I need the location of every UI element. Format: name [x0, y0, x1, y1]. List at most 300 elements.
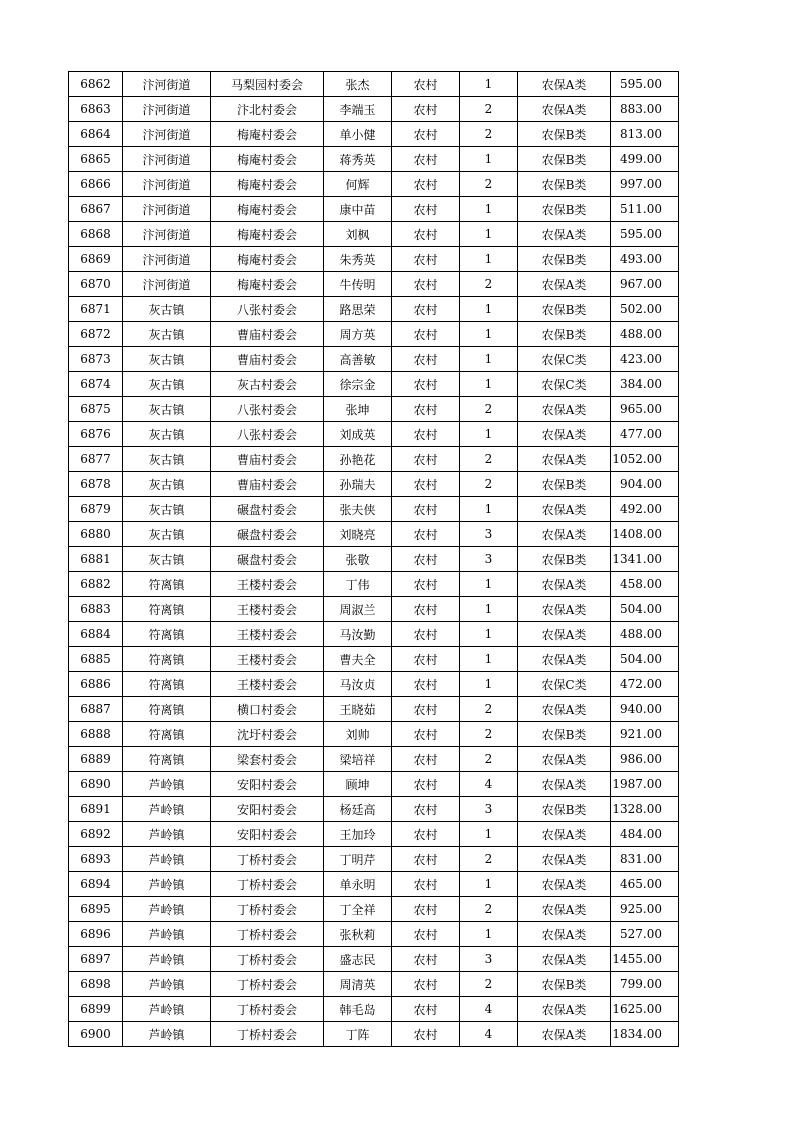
village-cell: 安阳村委会: [211, 822, 324, 847]
category-cell: 农保B类: [518, 172, 611, 197]
category-cell: 农保B类: [518, 972, 611, 997]
category-cell: 农保A类: [518, 897, 611, 922]
serial-cell: 6898: [69, 972, 123, 997]
type-cell: 农村: [392, 297, 460, 322]
town-cell: 灰古镇: [123, 472, 211, 497]
amount-cell: 925.00: [611, 897, 679, 922]
town-cell: 汴河街道: [123, 247, 211, 272]
name-cell: 何辉: [324, 172, 392, 197]
table-row: [69, 947, 679, 972]
town-cell: 符离镇: [123, 647, 211, 672]
count-cell: 1: [460, 647, 518, 672]
name-cell: 王晓茹: [324, 697, 392, 722]
type-cell: 农村: [392, 847, 460, 872]
town-cell: 符离镇: [123, 747, 211, 772]
count-cell: 1: [460, 222, 518, 247]
table-row: [69, 822, 679, 847]
amount-cell: 477.00: [611, 422, 679, 447]
name-cell: 张秋莉: [324, 922, 392, 947]
count-cell: 2: [460, 447, 518, 472]
count-cell: 4: [460, 1022, 518, 1047]
count-cell: 3: [460, 947, 518, 972]
serial-cell: 6876: [69, 422, 123, 447]
table-row: [69, 472, 679, 497]
serial-cell: 6888: [69, 722, 123, 747]
category-cell: 农保A类: [518, 1022, 611, 1047]
data-sheet: [68, 71, 678, 1047]
village-cell: 梁套村委会: [211, 747, 324, 772]
amount-cell: 595.00: [611, 222, 679, 247]
name-cell: 丁阵: [324, 1022, 392, 1047]
count-cell: 1: [460, 672, 518, 697]
name-cell: 刘帅: [324, 722, 392, 747]
name-cell: 孙瑞夫: [324, 472, 392, 497]
type-cell: 农村: [392, 872, 460, 897]
category-cell: 农保A类: [518, 597, 611, 622]
type-cell: 农村: [392, 622, 460, 647]
name-cell: 张敬: [324, 547, 392, 572]
amount-cell: 1328.00: [611, 797, 679, 822]
category-cell: 农保B类: [518, 297, 611, 322]
table-row: [69, 647, 679, 672]
table-row: [69, 547, 679, 572]
name-cell: 丁伟: [324, 572, 392, 597]
count-cell: 3: [460, 547, 518, 572]
amount-cell: 472.00: [611, 672, 679, 697]
village-cell: 汴北村委会: [211, 97, 324, 122]
type-cell: 农村: [392, 322, 460, 347]
type-cell: 农村: [392, 72, 460, 97]
town-cell: 汴河街道: [123, 197, 211, 222]
village-cell: 碾盘村委会: [211, 547, 324, 572]
serial-cell: 6871: [69, 297, 123, 322]
table-row: [69, 722, 679, 747]
amount-cell: 493.00: [611, 247, 679, 272]
category-cell: 农保A类: [518, 747, 611, 772]
town-cell: 芦岭镇: [123, 897, 211, 922]
village-cell: 八张村委会: [211, 297, 324, 322]
table-row: [69, 272, 679, 297]
type-cell: 农村: [392, 797, 460, 822]
type-cell: 农村: [392, 397, 460, 422]
amount-cell: 511.00: [611, 197, 679, 222]
count-cell: 1: [460, 497, 518, 522]
town-cell: 汴河街道: [123, 147, 211, 172]
village-cell: 沈圩村委会: [211, 722, 324, 747]
name-cell: 高善敏: [324, 347, 392, 372]
category-cell: 农保B类: [518, 322, 611, 347]
amount-cell: 502.00: [611, 297, 679, 322]
count-cell: 1: [460, 197, 518, 222]
town-cell: 芦岭镇: [123, 947, 211, 972]
town-cell: 芦岭镇: [123, 972, 211, 997]
category-cell: 农保A类: [518, 847, 611, 872]
category-cell: 农保B类: [518, 197, 611, 222]
count-cell: 2: [460, 272, 518, 297]
count-cell: 1: [460, 372, 518, 397]
serial-cell: 6868: [69, 222, 123, 247]
table-row: [69, 347, 679, 372]
type-cell: 农村: [392, 172, 460, 197]
count-cell: 2: [460, 97, 518, 122]
type-cell: 农村: [392, 272, 460, 297]
serial-cell: 6864: [69, 122, 123, 147]
name-cell: 周清英: [324, 972, 392, 997]
name-cell: 路思荣: [324, 297, 392, 322]
type-cell: 农村: [392, 97, 460, 122]
village-cell: 梅庵村委会: [211, 197, 324, 222]
category-cell: 农保B类: [518, 797, 611, 822]
name-cell: 盛志民: [324, 947, 392, 972]
town-cell: 灰古镇: [123, 547, 211, 572]
village-cell: 梅庵村委会: [211, 222, 324, 247]
village-cell: 曹庙村委会: [211, 447, 324, 472]
serial-cell: 6870: [69, 272, 123, 297]
serial-cell: 6881: [69, 547, 123, 572]
amount-cell: 965.00: [611, 397, 679, 422]
serial-cell: 6877: [69, 447, 123, 472]
type-cell: 农村: [392, 472, 460, 497]
amount-cell: 1834.00: [611, 1022, 679, 1047]
category-cell: 农保A类: [518, 697, 611, 722]
name-cell: 顾坤: [324, 772, 392, 797]
type-cell: 农村: [392, 222, 460, 247]
village-cell: 梅庵村委会: [211, 172, 324, 197]
serial-cell: 6884: [69, 622, 123, 647]
table-row: [69, 572, 679, 597]
name-cell: 周淑兰: [324, 597, 392, 622]
town-cell: 芦岭镇: [123, 997, 211, 1022]
village-cell: 丁桥村委会: [211, 947, 324, 972]
table-row: [69, 597, 679, 622]
count-cell: 2: [460, 722, 518, 747]
type-cell: 农村: [392, 972, 460, 997]
table-row: [69, 222, 679, 247]
town-cell: 灰古镇: [123, 522, 211, 547]
table-row: [69, 322, 679, 347]
type-cell: 农村: [392, 122, 460, 147]
serial-cell: 6891: [69, 797, 123, 822]
town-cell: 芦岭镇: [123, 872, 211, 897]
village-cell: 碾盘村委会: [211, 522, 324, 547]
serial-cell: 6889: [69, 747, 123, 772]
name-cell: 张杰: [324, 72, 392, 97]
category-cell: 农保B类: [518, 122, 611, 147]
type-cell: 农村: [392, 722, 460, 747]
count-cell: 1: [460, 572, 518, 597]
amount-cell: 595.00: [611, 72, 679, 97]
name-cell: 朱秀英: [324, 247, 392, 272]
type-cell: 农村: [392, 772, 460, 797]
town-cell: 符离镇: [123, 722, 211, 747]
name-cell: 蒋秀英: [324, 147, 392, 172]
type-cell: 农村: [392, 197, 460, 222]
table-row: [69, 147, 679, 172]
table-row: [69, 622, 679, 647]
serial-cell: 6892: [69, 822, 123, 847]
village-cell: 丁桥村委会: [211, 897, 324, 922]
serial-cell: 6866: [69, 172, 123, 197]
amount-cell: 813.00: [611, 122, 679, 147]
table-row: [69, 672, 679, 697]
name-cell: 牛传明: [324, 272, 392, 297]
village-cell: 梅庵村委会: [211, 122, 324, 147]
name-cell: 马汝贞: [324, 672, 392, 697]
amount-cell: 492.00: [611, 497, 679, 522]
serial-cell: 6885: [69, 647, 123, 672]
category-cell: 农保B类: [518, 722, 611, 747]
table-body: [69, 72, 679, 1047]
amount-cell: 458.00: [611, 572, 679, 597]
category-cell: 农保C类: [518, 672, 611, 697]
town-cell: 芦岭镇: [123, 1022, 211, 1047]
table-row: [69, 922, 679, 947]
count-cell: 1: [460, 597, 518, 622]
count-cell: 2: [460, 397, 518, 422]
category-cell: 农保B类: [518, 547, 611, 572]
name-cell: 韩毛岛: [324, 997, 392, 1022]
type-cell: 农村: [392, 247, 460, 272]
count-cell: 2: [460, 172, 518, 197]
town-cell: 芦岭镇: [123, 822, 211, 847]
village-cell: 王楼村委会: [211, 622, 324, 647]
count-cell: 2: [460, 122, 518, 147]
table-row: [69, 872, 679, 897]
count-cell: 2: [460, 747, 518, 772]
category-cell: 农保A类: [518, 947, 611, 972]
amount-cell: 488.00: [611, 622, 679, 647]
amount-cell: 831.00: [611, 847, 679, 872]
count-cell: 1: [460, 872, 518, 897]
serial-cell: 6890: [69, 772, 123, 797]
table-row: [69, 497, 679, 522]
village-cell: 王楼村委会: [211, 572, 324, 597]
amount-cell: 484.00: [611, 822, 679, 847]
village-cell: 曹庙村委会: [211, 322, 324, 347]
type-cell: 农村: [392, 947, 460, 972]
count-cell: 1: [460, 922, 518, 947]
name-cell: 张坤: [324, 397, 392, 422]
table-row: [69, 447, 679, 472]
village-cell: 安阳村委会: [211, 772, 324, 797]
amount-cell: 384.00: [611, 372, 679, 397]
name-cell: 单小健: [324, 122, 392, 147]
town-cell: 汴河街道: [123, 97, 211, 122]
category-cell: 农保A类: [518, 522, 611, 547]
town-cell: 灰古镇: [123, 322, 211, 347]
category-cell: 农保A类: [518, 422, 611, 447]
category-cell: 农保A类: [518, 222, 611, 247]
name-cell: 刘晓亮: [324, 522, 392, 547]
category-cell: 农保A类: [518, 572, 611, 597]
type-cell: 农村: [392, 147, 460, 172]
serial-cell: 6894: [69, 872, 123, 897]
category-cell: 农保A类: [518, 272, 611, 297]
category-cell: 农保C类: [518, 347, 611, 372]
count-cell: 1: [460, 622, 518, 647]
type-cell: 农村: [392, 922, 460, 947]
village-cell: 曹庙村委会: [211, 472, 324, 497]
name-cell: 曹夫全: [324, 647, 392, 672]
town-cell: 芦岭镇: [123, 922, 211, 947]
count-cell: 3: [460, 522, 518, 547]
serial-cell: 6897: [69, 947, 123, 972]
category-cell: 农保A类: [518, 622, 611, 647]
town-cell: 灰古镇: [123, 447, 211, 472]
count-cell: 2: [460, 972, 518, 997]
table-row: [69, 422, 679, 447]
village-cell: 碾盘村委会: [211, 497, 324, 522]
village-cell: 梅庵村委会: [211, 247, 324, 272]
table-row: [69, 997, 679, 1022]
town-cell: 芦岭镇: [123, 797, 211, 822]
village-cell: 丁桥村委会: [211, 1022, 324, 1047]
village-cell: 丁桥村委会: [211, 872, 324, 897]
amount-cell: 423.00: [611, 347, 679, 372]
town-cell: 符离镇: [123, 597, 211, 622]
village-cell: 安阳村委会: [211, 797, 324, 822]
count-cell: 1: [460, 822, 518, 847]
type-cell: 农村: [392, 997, 460, 1022]
serial-cell: 6862: [69, 72, 123, 97]
table-row: [69, 97, 679, 122]
table-row: [69, 522, 679, 547]
serial-cell: 6883: [69, 597, 123, 622]
town-cell: 汴河街道: [123, 272, 211, 297]
town-cell: 符离镇: [123, 622, 211, 647]
village-cell: 王楼村委会: [211, 647, 324, 672]
serial-cell: 6867: [69, 197, 123, 222]
name-cell: 单永明: [324, 872, 392, 897]
town-cell: 灰古镇: [123, 397, 211, 422]
type-cell: 农村: [392, 822, 460, 847]
village-cell: 横口村委会: [211, 697, 324, 722]
amount-cell: 488.00: [611, 322, 679, 347]
amount-cell: 1987.00: [611, 772, 679, 797]
name-cell: 刘枫: [324, 222, 392, 247]
type-cell: 农村: [392, 547, 460, 572]
count-cell: 4: [460, 772, 518, 797]
town-cell: 汴河街道: [123, 122, 211, 147]
type-cell: 农村: [392, 747, 460, 772]
category-cell: 农保A类: [518, 872, 611, 897]
serial-cell: 6869: [69, 247, 123, 272]
town-cell: 灰古镇: [123, 422, 211, 447]
category-cell: 农保C类: [518, 372, 611, 397]
village-cell: 丁桥村委会: [211, 997, 324, 1022]
count-cell: 1: [460, 422, 518, 447]
table-row: [69, 172, 679, 197]
type-cell: 农村: [392, 497, 460, 522]
name-cell: 杨廷高: [324, 797, 392, 822]
town-cell: 芦岭镇: [123, 772, 211, 797]
category-cell: 农保A类: [518, 922, 611, 947]
serial-cell: 6872: [69, 322, 123, 347]
town-cell: 符离镇: [123, 672, 211, 697]
type-cell: 农村: [392, 572, 460, 597]
village-cell: 八张村委会: [211, 397, 324, 422]
amount-cell: 499.00: [611, 147, 679, 172]
category-cell: 农保B类: [518, 472, 611, 497]
count-cell: 1: [460, 322, 518, 347]
name-cell: 李端玉: [324, 97, 392, 122]
amount-cell: 1341.00: [611, 547, 679, 572]
village-cell: 王楼村委会: [211, 597, 324, 622]
type-cell: 农村: [392, 697, 460, 722]
town-cell: 灰古镇: [123, 347, 211, 372]
serial-cell: 6893: [69, 847, 123, 872]
count-cell: 1: [460, 247, 518, 272]
amount-cell: 986.00: [611, 747, 679, 772]
name-cell: 马汝勤: [324, 622, 392, 647]
amount-cell: 921.00: [611, 722, 679, 747]
serial-cell: 6896: [69, 922, 123, 947]
village-cell: 曹庙村委会: [211, 347, 324, 372]
amount-cell: 1052.00: [611, 447, 679, 472]
amount-cell: 1408.00: [611, 522, 679, 547]
table-row: [69, 197, 679, 222]
town-cell: 符离镇: [123, 697, 211, 722]
village-cell: 梅庵村委会: [211, 272, 324, 297]
serial-cell: 6900: [69, 1022, 123, 1047]
table-row: [69, 122, 679, 147]
type-cell: 农村: [392, 347, 460, 372]
village-cell: 丁桥村委会: [211, 922, 324, 947]
serial-cell: 6878: [69, 472, 123, 497]
serial-cell: 6887: [69, 697, 123, 722]
count-cell: 2: [460, 847, 518, 872]
type-cell: 农村: [392, 372, 460, 397]
category-cell: 农保A类: [518, 772, 611, 797]
type-cell: 农村: [392, 1022, 460, 1047]
table-row: [69, 297, 679, 322]
serial-cell: 6895: [69, 897, 123, 922]
amount-cell: 465.00: [611, 872, 679, 897]
table-row: [69, 772, 679, 797]
category-cell: 农保A类: [518, 997, 611, 1022]
category-cell: 农保A类: [518, 447, 611, 472]
count-cell: 4: [460, 997, 518, 1022]
amount-cell: 799.00: [611, 972, 679, 997]
count-cell: 3: [460, 797, 518, 822]
serial-cell: 6882: [69, 572, 123, 597]
name-cell: 王加玲: [324, 822, 392, 847]
type-cell: 农村: [392, 897, 460, 922]
table-row: [69, 847, 679, 872]
category-cell: 农保A类: [518, 72, 611, 97]
serial-cell: 6875: [69, 397, 123, 422]
serial-cell: 6865: [69, 147, 123, 172]
table-row: [69, 697, 679, 722]
table-row: [69, 972, 679, 997]
serial-cell: 6879: [69, 497, 123, 522]
count-cell: 2: [460, 897, 518, 922]
serial-cell: 6886: [69, 672, 123, 697]
table-row: [69, 897, 679, 922]
village-cell: 丁桥村委会: [211, 847, 324, 872]
town-cell: 芦岭镇: [123, 847, 211, 872]
category-cell: 农保A类: [518, 647, 611, 672]
town-cell: 灰古镇: [123, 297, 211, 322]
serial-cell: 6880: [69, 522, 123, 547]
amount-cell: 883.00: [611, 97, 679, 122]
amount-cell: 1455.00: [611, 947, 679, 972]
serial-cell: 6863: [69, 97, 123, 122]
count-cell: 2: [460, 472, 518, 497]
amount-cell: 504.00: [611, 597, 679, 622]
name-cell: 周方英: [324, 322, 392, 347]
name-cell: 孙艳花: [324, 447, 392, 472]
